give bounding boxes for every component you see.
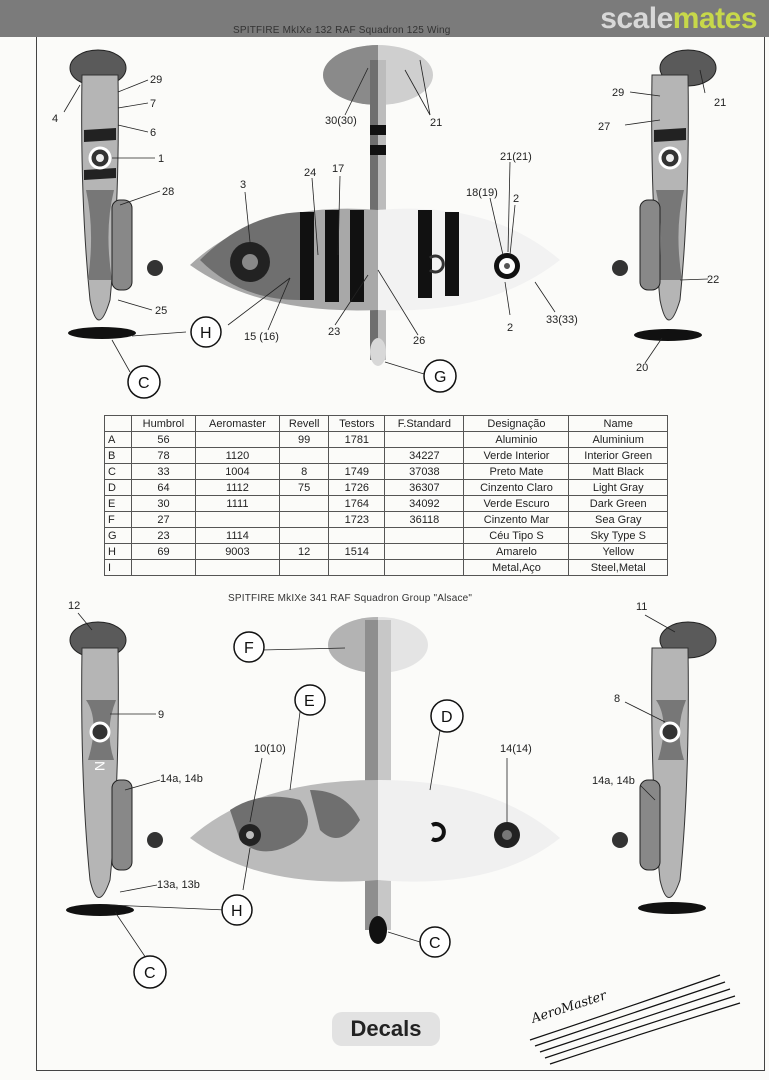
top-plan-view — [190, 45, 560, 366]
callout-number: 33(33) — [546, 314, 578, 326]
table-cell: 56 — [132, 432, 196, 448]
table-cell — [385, 544, 464, 560]
table-cell: 8 — [279, 464, 328, 480]
table-cell: 12 — [279, 544, 328, 560]
table-row — [105, 544, 668, 560]
decals-label: Decals — [332, 1012, 440, 1046]
table-cell — [195, 512, 279, 528]
table-cell: Verde Interior — [464, 448, 569, 464]
table-cell: D — [105, 480, 132, 496]
table-cell: Verde Escuro — [464, 496, 569, 512]
table-cell: 34227 — [385, 448, 464, 464]
table-cell — [195, 560, 279, 576]
aeromaster-logo: AeroMaster — [529, 988, 609, 1027]
top-right-profile — [612, 50, 716, 341]
top-scheme-title: SPITFIRE MkIXe 132 RAF Squadron 125 Wing — [233, 25, 451, 36]
table-cell: Sea Gray — [569, 512, 668, 528]
table-cell: G — [105, 528, 132, 544]
table-row — [105, 432, 668, 448]
table-cell: Metal,Aço — [464, 560, 569, 576]
table-cell — [385, 528, 464, 544]
letter-E: E — [304, 693, 315, 710]
table-cell: 1111 — [195, 496, 279, 512]
table-cell: 37038 — [385, 464, 464, 480]
table-cell: Cinzento Claro — [464, 480, 569, 496]
table-row — [105, 528, 668, 544]
callout-number: 24 — [304, 167, 317, 179]
table-cell: 1764 — [329, 496, 385, 512]
callout-number: 10(10) — [254, 743, 286, 755]
column-header: F.Standard — [385, 416, 464, 432]
table-cell — [329, 448, 385, 464]
callout-number: 2 — [513, 193, 520, 205]
table-row — [105, 496, 668, 512]
callout-number: 21 — [430, 117, 443, 129]
table-header-row — [105, 416, 668, 432]
table-cell: C — [105, 464, 132, 480]
table-cell: Preto Mate — [464, 464, 569, 480]
table-cell: 34092 — [385, 496, 464, 512]
table-cell — [329, 528, 385, 544]
callout-number: 3 — [240, 179, 247, 191]
callout-number: 14(14) — [500, 743, 532, 755]
callout-number: 17 — [332, 163, 345, 175]
callout-number: 25 — [155, 305, 168, 317]
aeromaster-swoosh — [530, 975, 740, 1064]
table-cell: Light Gray — [569, 480, 668, 496]
paint-reference-table — [104, 415, 668, 576]
letter-G: G — [434, 369, 447, 386]
callout-number: 14a, 14b — [160, 773, 203, 785]
table-cell: 1114 — [195, 528, 279, 544]
callout-number: 9 — [158, 709, 165, 721]
table-row — [105, 480, 668, 496]
table-row — [105, 448, 668, 464]
table-cell — [279, 512, 328, 528]
callout-number: 2 — [507, 322, 514, 334]
callout-number: 11 — [636, 601, 648, 613]
table-cell: 36307 — [385, 480, 464, 496]
column-header: Humbrol — [132, 416, 196, 432]
letter-C-bottom-center: C — [429, 935, 441, 952]
table-cell: Dark Green — [569, 496, 668, 512]
callout-number: 14a, 14b — [592, 775, 635, 787]
letter-D: D — [441, 709, 453, 726]
table-cell: Matt Black — [569, 464, 668, 480]
callout-number: 15 (16) — [244, 331, 279, 343]
letter-C-top: C — [138, 375, 150, 392]
callout-number: 1 — [158, 153, 165, 165]
callout-number: 21(21) — [500, 151, 532, 163]
table-cell: Interior Green — [569, 448, 668, 464]
table-cell: 75 — [279, 480, 328, 496]
table-cell — [279, 448, 328, 464]
letter-F: F — [244, 640, 254, 657]
bottom-plan-view — [190, 617, 560, 944]
table-cell: 36118 — [385, 512, 464, 528]
top-left-profile — [68, 50, 163, 339]
table-cell: Sky Type S — [569, 528, 668, 544]
table-cell: 27 — [132, 512, 196, 528]
table-cell: 1723 — [329, 512, 385, 528]
table-cell: 99 — [279, 432, 328, 448]
callout-number: 29 — [612, 87, 625, 99]
callout-number: 4 — [52, 113, 59, 125]
table-cell — [195, 432, 279, 448]
table-cell: 1726 — [329, 480, 385, 496]
table-cell — [329, 560, 385, 576]
letter-C-bottom-left: C — [144, 965, 156, 982]
table-cell: 1112 — [195, 480, 279, 496]
callout-number: 28 — [162, 186, 175, 198]
table-cell: 1749 — [329, 464, 385, 480]
table-cell: 9003 — [195, 544, 279, 560]
bottom-scheme-title: SPITFIRE MkIXe 341 RAF Squadron Group "Alsace" — [228, 593, 473, 604]
table-cell: I — [105, 560, 132, 576]
scalemates-logo[interactable]: scalemates — [600, 2, 757, 35]
callout-number: 8 — [614, 693, 621, 705]
bottom-right-profile — [612, 622, 716, 914]
column-header: Aeromaster — [195, 416, 279, 432]
table-cell: 30 — [132, 496, 196, 512]
column-header — [105, 416, 132, 432]
table-cell — [385, 432, 464, 448]
table-cell: A — [105, 432, 132, 448]
callout-number: 22 — [707, 274, 720, 286]
column-header: Designação — [464, 416, 569, 432]
table-cell: Steel,Metal — [569, 560, 668, 576]
table-cell: Cinzento Mar — [464, 512, 569, 528]
letter-H-top: H — [200, 325, 212, 342]
table-cell: Aluminium — [569, 432, 668, 448]
table-cell: Céu Tipo S — [464, 528, 569, 544]
callout-number: 6 — [150, 127, 157, 139]
callout-number: 30(30) — [325, 115, 357, 127]
callout-number: 13a, 13b — [157, 879, 200, 891]
table-cell — [279, 560, 328, 576]
column-header: Revell — [279, 416, 328, 432]
table-row — [105, 560, 668, 576]
table-cell: Aluminio — [464, 432, 569, 448]
table-cell — [385, 560, 464, 576]
table-cell: Yellow — [569, 544, 668, 560]
table-cell: 64 — [132, 480, 196, 496]
callout-number: 21 — [714, 97, 727, 109]
table-cell: Amarelo — [464, 544, 569, 560]
callout-number: 7 — [150, 98, 157, 110]
table-cell: 1120 — [195, 448, 279, 464]
table-cell: 33 — [132, 464, 196, 480]
callout-number: 12 — [68, 600, 81, 612]
callout-number: 26 — [413, 335, 426, 347]
table-row — [105, 512, 668, 528]
callout-number: 18(19) — [466, 187, 498, 199]
column-header: Testors — [329, 416, 385, 432]
column-header: Name — [569, 416, 668, 432]
svg-text:N: N — [92, 761, 108, 772]
table-cell: 1004 — [195, 464, 279, 480]
table-cell: B — [105, 448, 132, 464]
table-cell: E — [105, 496, 132, 512]
callout-number: 20 — [636, 362, 649, 374]
table-cell: 23 — [132, 528, 196, 544]
table-cell — [132, 560, 196, 576]
callout-number: 27 — [598, 121, 611, 133]
table-row — [105, 464, 668, 480]
table-cell: F — [105, 512, 132, 528]
table-cell: 1781 — [329, 432, 385, 448]
table-cell — [279, 528, 328, 544]
callout-number: 29 — [150, 74, 163, 86]
table-cell: 78 — [132, 448, 196, 464]
table-cell — [279, 496, 328, 512]
table-cell: 69 — [132, 544, 196, 560]
bottom-left-profile — [66, 622, 163, 916]
callout-number: 23 — [328, 326, 341, 338]
table-cell: 1514 — [329, 544, 385, 560]
table-cell: H — [105, 544, 132, 560]
letter-H-bottom: H — [231, 903, 243, 920]
